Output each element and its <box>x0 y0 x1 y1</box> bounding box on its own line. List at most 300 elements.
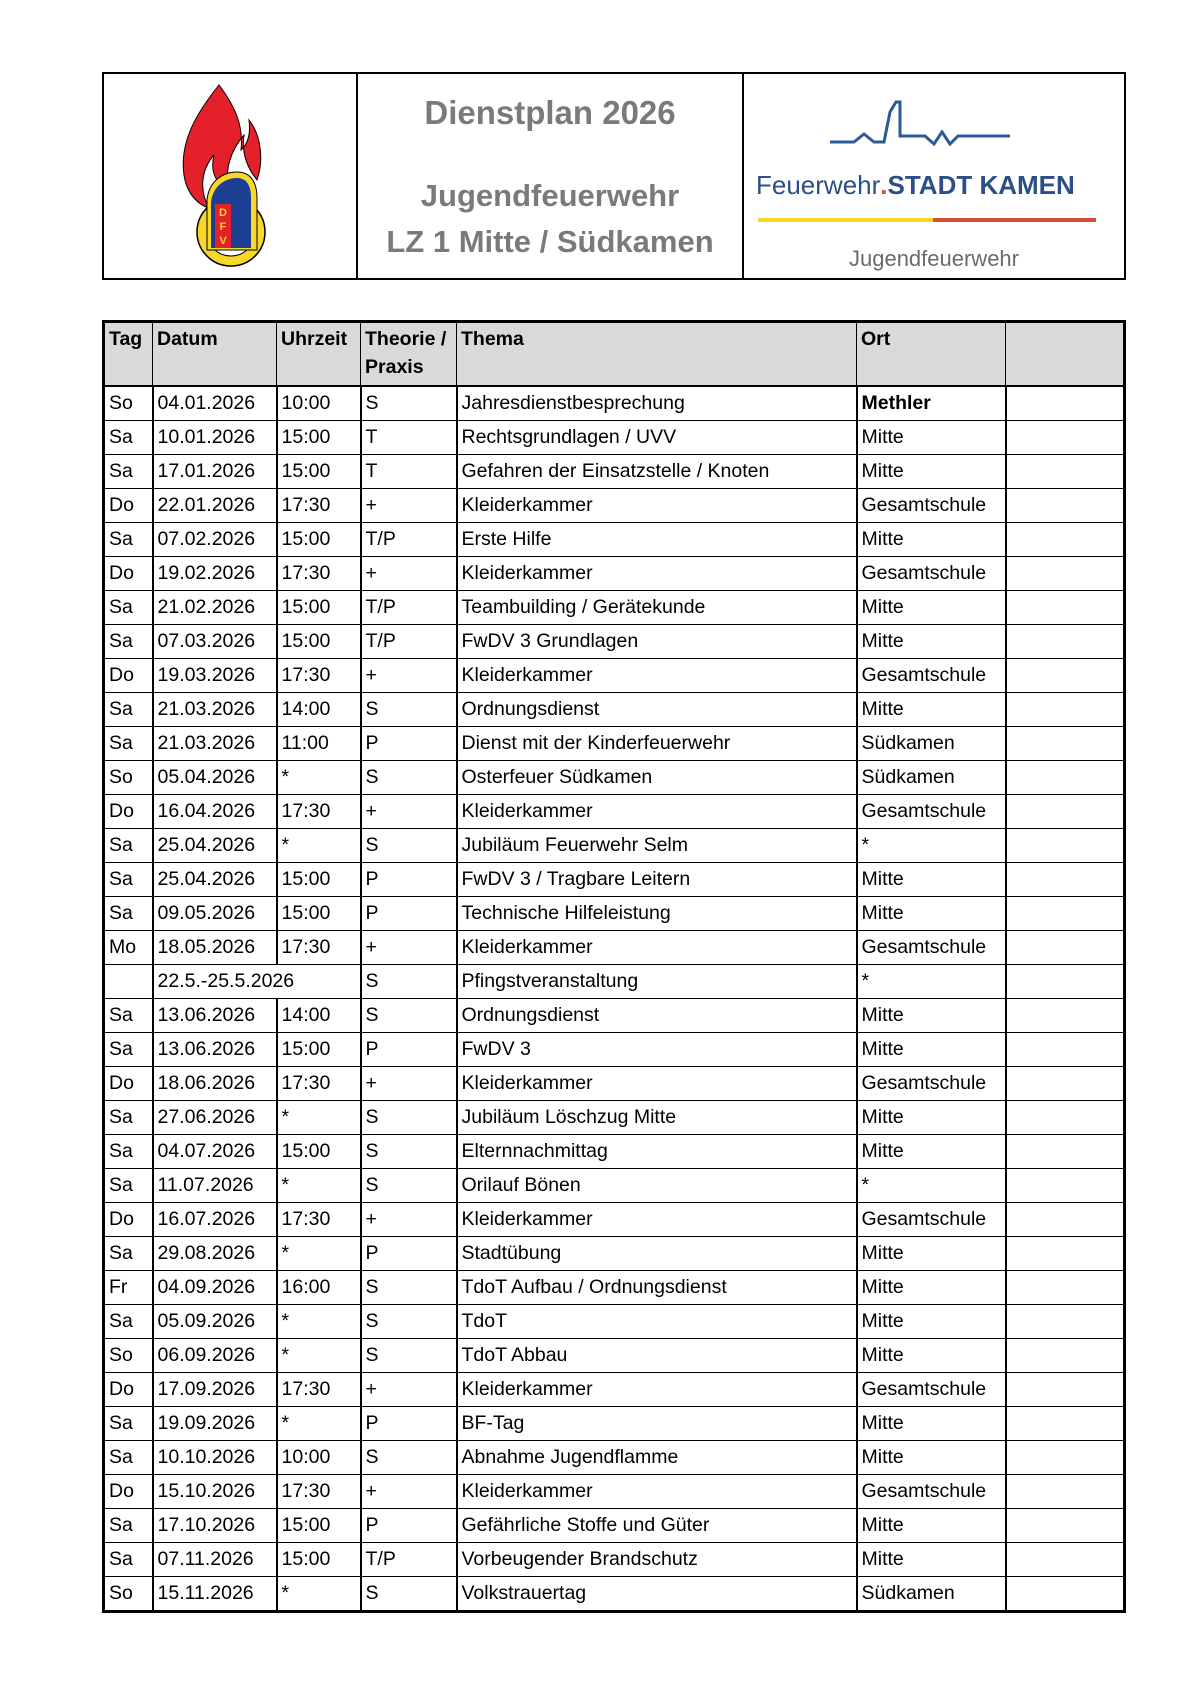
cell-datum: 05.09.2026 <box>153 1305 277 1339</box>
cell-uhrzeit: 17:30 <box>277 1373 361 1407</box>
red-stripe <box>933 218 1096 222</box>
cell-theorie-praxis: + <box>361 1067 457 1101</box>
table-row <box>104 659 1125 693</box>
cell-uhrzeit: * <box>277 1237 361 1271</box>
cell-extra <box>1006 1203 1125 1237</box>
table-row <box>104 727 1125 761</box>
cell-ort: Mitte <box>857 1271 1006 1305</box>
cell-uhrzeit: 15:00 <box>277 421 361 455</box>
cell-ort: * <box>857 1169 1006 1203</box>
cell-datum: 07.03.2026 <box>153 625 277 659</box>
cell-extra <box>1006 897 1125 931</box>
cell-ort: Mitte <box>857 591 1006 625</box>
cell-datum: 10.10.2026 <box>153 1441 277 1475</box>
cell-tag: So <box>104 1339 153 1373</box>
cell-ort: Gesamtschule <box>857 795 1006 829</box>
cell-theorie-praxis: + <box>361 1203 457 1237</box>
cell-datum: 13.06.2026 <box>153 1033 277 1067</box>
cell-tag: Sa <box>104 897 153 931</box>
table-row <box>104 1577 1125 1612</box>
cell-ort: Gesamtschule <box>857 489 1006 523</box>
cell-theorie-praxis: T/P <box>361 1543 457 1577</box>
cell-thema: Ordnungsdienst <box>457 999 857 1033</box>
cell-uhrzeit: 11:00 <box>277 727 361 761</box>
cell-theorie-praxis: P <box>361 1407 457 1441</box>
table-row <box>104 761 1125 795</box>
table-row <box>104 829 1125 863</box>
cell-tag: Do <box>104 557 153 591</box>
header-uhrzeit: Uhrzeit <box>277 322 361 387</box>
table-row <box>104 1203 1125 1237</box>
table-row <box>104 999 1125 1033</box>
cell-ort: Mitte <box>857 421 1006 455</box>
table-row <box>104 1407 1125 1441</box>
cell-thema: Abnahme Jugendflamme <box>457 1441 857 1475</box>
cell-theorie-praxis: P <box>361 1033 457 1067</box>
cell-thema: TdoT Aufbau / Ordnungsdienst <box>457 1271 857 1305</box>
cell-extra <box>1006 1577 1125 1612</box>
cell-extra <box>1006 489 1125 523</box>
cell-thema: FwDV 3 / Tragbare Leitern <box>457 863 857 897</box>
cell-extra <box>1006 999 1125 1033</box>
cell-ort: Mitte <box>857 455 1006 489</box>
cell-tag: Sa <box>104 1543 153 1577</box>
cell-uhrzeit: * <box>277 1305 361 1339</box>
cell-uhrzeit: 14:00 <box>277 999 361 1033</box>
cell-thema: Kleiderkammer <box>457 1203 857 1237</box>
cell-thema: Gefährliche Stoffe und Güter <box>457 1509 857 1543</box>
cell-datum: 17.09.2026 <box>153 1373 277 1407</box>
cell-tag: Do <box>104 1067 153 1101</box>
header-extra <box>1006 322 1125 387</box>
cell-tag: Do <box>104 795 153 829</box>
cell-thema: Kleiderkammer <box>457 659 857 693</box>
cell-theorie-praxis: + <box>361 1475 457 1509</box>
cell-thema: Teambuilding / Gerätekunde <box>457 591 857 625</box>
cell-datum: 21.02.2026 <box>153 591 277 625</box>
table-row <box>104 863 1125 897</box>
cell-theorie-praxis: S <box>361 1135 457 1169</box>
cell-tag: Sa <box>104 1305 153 1339</box>
cell-tag: Sa <box>104 693 153 727</box>
cell-ort: Mitte <box>857 1543 1006 1577</box>
cell-uhrzeit: 14:00 <box>277 693 361 727</box>
cell-tag: Do <box>104 659 153 693</box>
cell-thema: Stadtübung <box>457 1237 857 1271</box>
cell-theorie-praxis: S <box>361 761 457 795</box>
cell-ort: Mitte <box>857 1509 1006 1543</box>
svg-text:F: F <box>219 221 227 233</box>
table-row <box>104 1373 1125 1407</box>
cell-extra <box>1006 1033 1125 1067</box>
cell-ort: * <box>857 965 1006 999</box>
cell-datum: 22.5.-25.5.2026 <box>153 965 361 999</box>
table-row <box>104 1339 1125 1373</box>
cell-datum: 18.06.2026 <box>153 1067 277 1101</box>
cell-tag: Do <box>104 489 153 523</box>
table-row <box>104 1441 1125 1475</box>
table-row <box>104 1271 1125 1305</box>
cell-datum: 19.09.2026 <box>153 1407 277 1441</box>
cell-thema: Kleiderkammer <box>457 795 857 829</box>
cell-thema: TdoT <box>457 1305 857 1339</box>
cell-uhrzeit: 15:00 <box>277 1135 361 1169</box>
city-brand <box>756 170 1075 201</box>
cell-thema: Vorbeugender Brandschutz <box>457 1543 857 1577</box>
table-row <box>104 897 1125 931</box>
city-logo-cell <box>744 74 1124 278</box>
header-thema: Thema <box>457 322 857 387</box>
cell-datum: 21.03.2026 <box>153 693 277 727</box>
cell-uhrzeit: 15:00 <box>277 897 361 931</box>
cell-tag: Do <box>104 1373 153 1407</box>
cell-tag: Sa <box>104 1101 153 1135</box>
cell-theorie-praxis: T <box>361 455 457 489</box>
cell-uhrzeit: * <box>277 829 361 863</box>
cell-datum: 15.10.2026 <box>153 1475 277 1509</box>
cell-thema: Osterfeuer Südkamen <box>457 761 857 795</box>
cell-datum: 13.06.2026 <box>153 999 277 1033</box>
cell-extra <box>1006 523 1125 557</box>
skyline-line-icon <box>830 98 1020 148</box>
table-row <box>104 1101 1125 1135</box>
cell-theorie-praxis: S <box>361 829 457 863</box>
cell-uhrzeit: 17:30 <box>277 931 361 965</box>
table-row <box>104 693 1125 727</box>
cell-tag: So <box>104 386 153 421</box>
table-row <box>104 1033 1125 1067</box>
cell-thema: Pfingstveranstaltung <box>457 965 857 999</box>
cell-extra <box>1006 659 1125 693</box>
cell-theorie-praxis: + <box>361 931 457 965</box>
cell-extra <box>1006 557 1125 591</box>
cell-ort: Mitte <box>857 1135 1006 1169</box>
cell-datum: 11.07.2026 <box>153 1169 277 1203</box>
table-row <box>104 591 1125 625</box>
cell-extra <box>1006 761 1125 795</box>
table-row <box>104 421 1125 455</box>
cell-tag: Sa <box>104 421 153 455</box>
cell-uhrzeit: 17:30 <box>277 489 361 523</box>
cell-extra <box>1006 625 1125 659</box>
cell-datum: 17.10.2026 <box>153 1509 277 1543</box>
cell-ort: * <box>857 829 1006 863</box>
cell-theorie-praxis: S <box>361 965 457 999</box>
brand-stadt-kamen: STADT KAMEN <box>887 170 1075 200</box>
cell-datum: 25.04.2026 <box>153 829 277 863</box>
cell-datum: 15.11.2026 <box>153 1577 277 1612</box>
cell-extra <box>1006 1475 1125 1509</box>
cell-tag: Sa <box>104 625 153 659</box>
cell-tag: Sa <box>104 1237 153 1271</box>
cell-datum: 27.06.2026 <box>153 1101 277 1135</box>
cell-uhrzeit: 17:30 <box>277 659 361 693</box>
cell-extra <box>1006 1441 1125 1475</box>
cell-theorie-praxis: S <box>361 1441 457 1475</box>
cell-extra <box>1006 1305 1125 1339</box>
header-theorie-praxis: Theorie / Praxis <box>361 322 457 387</box>
yellow-stripe <box>758 218 933 222</box>
cell-tag: Do <box>104 1203 153 1237</box>
cell-tag: Sa <box>104 863 153 897</box>
cell-ort: Mitte <box>857 625 1006 659</box>
table-row <box>104 1237 1125 1271</box>
cell-theorie-praxis: T/P <box>361 591 457 625</box>
cell-uhrzeit: 15:00 <box>277 455 361 489</box>
cell-ort: Gesamtschule <box>857 659 1006 693</box>
cell-thema: FwDV 3 <box>457 1033 857 1067</box>
cell-tag <box>104 965 153 999</box>
cell-theorie-praxis: P <box>361 727 457 761</box>
cell-extra <box>1006 795 1125 829</box>
cell-extra <box>1006 965 1125 999</box>
table-row <box>104 489 1125 523</box>
cell-theorie-praxis: S <box>361 1577 457 1612</box>
svg-text:V: V <box>219 235 227 247</box>
cell-tag: Fr <box>104 1271 153 1305</box>
cell-datum: 16.07.2026 <box>153 1203 277 1237</box>
cell-uhrzeit: 17:30 <box>277 1203 361 1237</box>
cell-ort: Methler <box>857 386 1006 421</box>
cell-ort: Südkamen <box>857 727 1006 761</box>
cell-uhrzeit: 16:00 <box>277 1271 361 1305</box>
cell-thema: Kleiderkammer <box>457 1067 857 1101</box>
cell-ort: Mitte <box>857 1237 1006 1271</box>
cell-extra <box>1006 1067 1125 1101</box>
cell-thema: Ordnungsdienst <box>457 693 857 727</box>
cell-datum: 17.01.2026 <box>153 455 277 489</box>
cell-uhrzeit: 15:00 <box>277 1509 361 1543</box>
cell-ort: Mitte <box>857 1305 1006 1339</box>
cell-datum: 10.01.2026 <box>153 421 277 455</box>
cell-ort: Südkamen <box>857 1577 1006 1612</box>
cell-ort: Mitte <box>857 1407 1006 1441</box>
cell-theorie-praxis: T/P <box>361 625 457 659</box>
cell-uhrzeit: 15:00 <box>277 1033 361 1067</box>
cell-datum: 29.08.2026 <box>153 1237 277 1271</box>
cell-ort: Mitte <box>857 1339 1006 1373</box>
cell-uhrzeit: 17:30 <box>277 795 361 829</box>
cell-uhrzeit: 15:00 <box>277 591 361 625</box>
cell-tag: Sa <box>104 1407 153 1441</box>
cell-ort: Gesamtschule <box>857 1373 1006 1407</box>
cell-ort: Gesamtschule <box>857 557 1006 591</box>
cell-theorie-praxis: S <box>361 1339 457 1373</box>
cell-theorie-praxis: P <box>361 1509 457 1543</box>
cell-thema: TdoT Abbau <box>457 1339 857 1373</box>
subtitle-organisation: Jugendfeuerwehr <box>420 178 680 213</box>
table-row <box>104 931 1125 965</box>
cell-ort: Gesamtschule <box>857 1067 1006 1101</box>
cell-uhrzeit: 15:00 <box>277 1543 361 1577</box>
cell-datum: 05.04.2026 <box>153 761 277 795</box>
cell-uhrzeit: 17:30 <box>277 557 361 591</box>
cell-uhrzeit: * <box>277 1407 361 1441</box>
cell-thema: Jubiläum Feuerwehr Selm <box>457 829 857 863</box>
cell-thema: Kleiderkammer <box>457 1373 857 1407</box>
cell-extra <box>1006 591 1125 625</box>
cell-ort: Mitte <box>857 693 1006 727</box>
cell-theorie-praxis: P <box>361 863 457 897</box>
cell-ort: Gesamtschule <box>857 1203 1006 1237</box>
cell-extra <box>1006 1407 1125 1441</box>
cell-datum: 04.01.2026 <box>153 386 277 421</box>
cell-theorie-praxis: T/P <box>361 523 457 557</box>
cell-extra <box>1006 1543 1125 1577</box>
cell-ort: Mitte <box>857 897 1006 931</box>
table-header-row <box>104 322 1125 387</box>
cell-tag: So <box>104 1577 153 1612</box>
cell-theorie-praxis: S <box>361 1305 457 1339</box>
table-row <box>104 1509 1125 1543</box>
cell-extra <box>1006 1509 1125 1543</box>
cell-ort: Südkamen <box>857 761 1006 795</box>
cell-theorie-praxis: + <box>361 489 457 523</box>
cell-tag: Sa <box>104 1135 153 1169</box>
cell-uhrzeit: * <box>277 761 361 795</box>
cell-datum: 18.05.2026 <box>153 931 277 965</box>
cell-theorie-praxis: S <box>361 1169 457 1203</box>
cell-extra <box>1006 1169 1125 1203</box>
table-row <box>104 557 1125 591</box>
cell-extra <box>1006 421 1125 455</box>
cell-uhrzeit: 17:30 <box>277 1475 361 1509</box>
cell-tag: Sa <box>104 1169 153 1203</box>
table-row <box>104 1543 1125 1577</box>
table-row <box>104 386 1125 421</box>
cell-ort: Gesamtschule <box>857 1475 1006 1509</box>
cell-theorie-praxis: S <box>361 693 457 727</box>
table-row <box>104 1475 1125 1509</box>
table-row <box>104 455 1125 489</box>
cell-theorie-praxis: + <box>361 1373 457 1407</box>
cell-uhrzeit: * <box>277 1169 361 1203</box>
table-row <box>104 1135 1125 1169</box>
cell-theorie-praxis: S <box>361 386 457 421</box>
cell-thema: Kleiderkammer <box>457 931 857 965</box>
page-title: Dienstplan 2026 <box>424 94 676 131</box>
cell-datum: 19.02.2026 <box>153 557 277 591</box>
cell-thema: Gefahren der Einsatzstelle / Knoten <box>457 455 857 489</box>
cell-thema: FwDV 3 Grundlagen <box>457 625 857 659</box>
header-datum: Datum <box>153 322 277 387</box>
cell-theorie-praxis: S <box>361 1271 457 1305</box>
cell-tag: Sa <box>104 829 153 863</box>
city-subtitle: Jugendfeuerwehr <box>848 246 1019 271</box>
cell-tag: So <box>104 761 153 795</box>
svg-text:D: D <box>219 207 227 219</box>
subtitle-unit: LZ 1 Mitte / Südkamen <box>386 224 714 259</box>
cell-datum: 04.07.2026 <box>153 1135 277 1169</box>
cell-thema: Volkstrauertag <box>457 1577 857 1612</box>
cell-extra <box>1006 386 1125 421</box>
cell-ort: Gesamtschule <box>857 931 1006 965</box>
cell-tag: Do <box>104 1475 153 1509</box>
cell-datum: 06.09.2026 <box>153 1339 277 1373</box>
cell-extra <box>1006 863 1125 897</box>
title-cell <box>358 74 744 278</box>
cell-tag: Sa <box>104 1441 153 1475</box>
cell-extra <box>1006 829 1125 863</box>
cell-thema: Kleiderkammer <box>457 1475 857 1509</box>
header-tag: Tag <box>104 322 153 387</box>
table-row <box>104 625 1125 659</box>
cell-uhrzeit: 15:00 <box>277 625 361 659</box>
cell-uhrzeit: 15:00 <box>277 863 361 897</box>
table-row <box>104 523 1125 557</box>
cell-tag: Sa <box>104 591 153 625</box>
cell-theorie-praxis: + <box>361 557 457 591</box>
dfv-logo-cell <box>104 74 358 278</box>
cell-datum: 09.05.2026 <box>153 897 277 931</box>
table-row <box>104 795 1125 829</box>
brand-feuerwehr: Feuerwehr <box>756 170 881 200</box>
schedule-table <box>102 320 1126 1613</box>
cell-theorie-praxis: T <box>361 421 457 455</box>
cell-datum: 22.01.2026 <box>153 489 277 523</box>
cell-datum: 19.03.2026 <box>153 659 277 693</box>
document-header <box>102 72 1126 280</box>
cell-tag: Sa <box>104 523 153 557</box>
jugendfeuerwehr-flame-logo-icon <box>169 80 279 270</box>
cell-tag: Sa <box>104 1509 153 1543</box>
cell-theorie-praxis: P <box>361 897 457 931</box>
cell-datum: 07.11.2026 <box>153 1543 277 1577</box>
cell-uhrzeit: * <box>277 1339 361 1373</box>
cell-extra <box>1006 1101 1125 1135</box>
cell-thema: Jahresdienstbesprechung <box>457 386 857 421</box>
cell-theorie-praxis: S <box>361 999 457 1033</box>
cell-uhrzeit: 15:00 <box>277 523 361 557</box>
cell-thema: Dienst mit der Kinderfeuerwehr <box>457 727 857 761</box>
cell-datum: 07.02.2026 <box>153 523 277 557</box>
cell-ort: Mitte <box>857 863 1006 897</box>
brand-dot: . <box>880 170 888 200</box>
cell-extra <box>1006 455 1125 489</box>
cell-thema: Jubiläum Löschzug Mitte <box>457 1101 857 1135</box>
cell-tag: Sa <box>104 455 153 489</box>
table-row <box>104 965 1125 999</box>
cell-tag: Sa <box>104 727 153 761</box>
table-row <box>104 1169 1125 1203</box>
cell-theorie-praxis: + <box>361 795 457 829</box>
cell-uhrzeit: * <box>277 1101 361 1135</box>
cell-tag: Sa <box>104 999 153 1033</box>
cell-theorie-praxis: + <box>361 659 457 693</box>
cell-datum: 16.04.2026 <box>153 795 277 829</box>
cell-extra <box>1006 1339 1125 1373</box>
cell-thema: BF-Tag <box>457 1407 857 1441</box>
cell-uhrzeit: 10:00 <box>277 386 361 421</box>
cell-thema: Orilauf Bönen <box>457 1169 857 1203</box>
cell-extra <box>1006 1135 1125 1169</box>
table-row <box>104 1305 1125 1339</box>
cell-datum: 21.03.2026 <box>153 727 277 761</box>
cell-uhrzeit: 17:30 <box>277 1067 361 1101</box>
cell-thema: Rechtsgrundlagen / UVV <box>457 421 857 455</box>
cell-ort: Mitte <box>857 1441 1006 1475</box>
cell-extra <box>1006 1237 1125 1271</box>
cell-theorie-praxis: S <box>361 1101 457 1135</box>
cell-ort: Mitte <box>857 1033 1006 1067</box>
cell-extra <box>1006 727 1125 761</box>
cell-tag: Mo <box>104 931 153 965</box>
cell-thema: Elternnachmittag <box>457 1135 857 1169</box>
cell-uhrzeit: 10:00 <box>277 1441 361 1475</box>
cell-extra <box>1006 1373 1125 1407</box>
cell-ort: Mitte <box>857 999 1006 1033</box>
cell-datum: 25.04.2026 <box>153 863 277 897</box>
